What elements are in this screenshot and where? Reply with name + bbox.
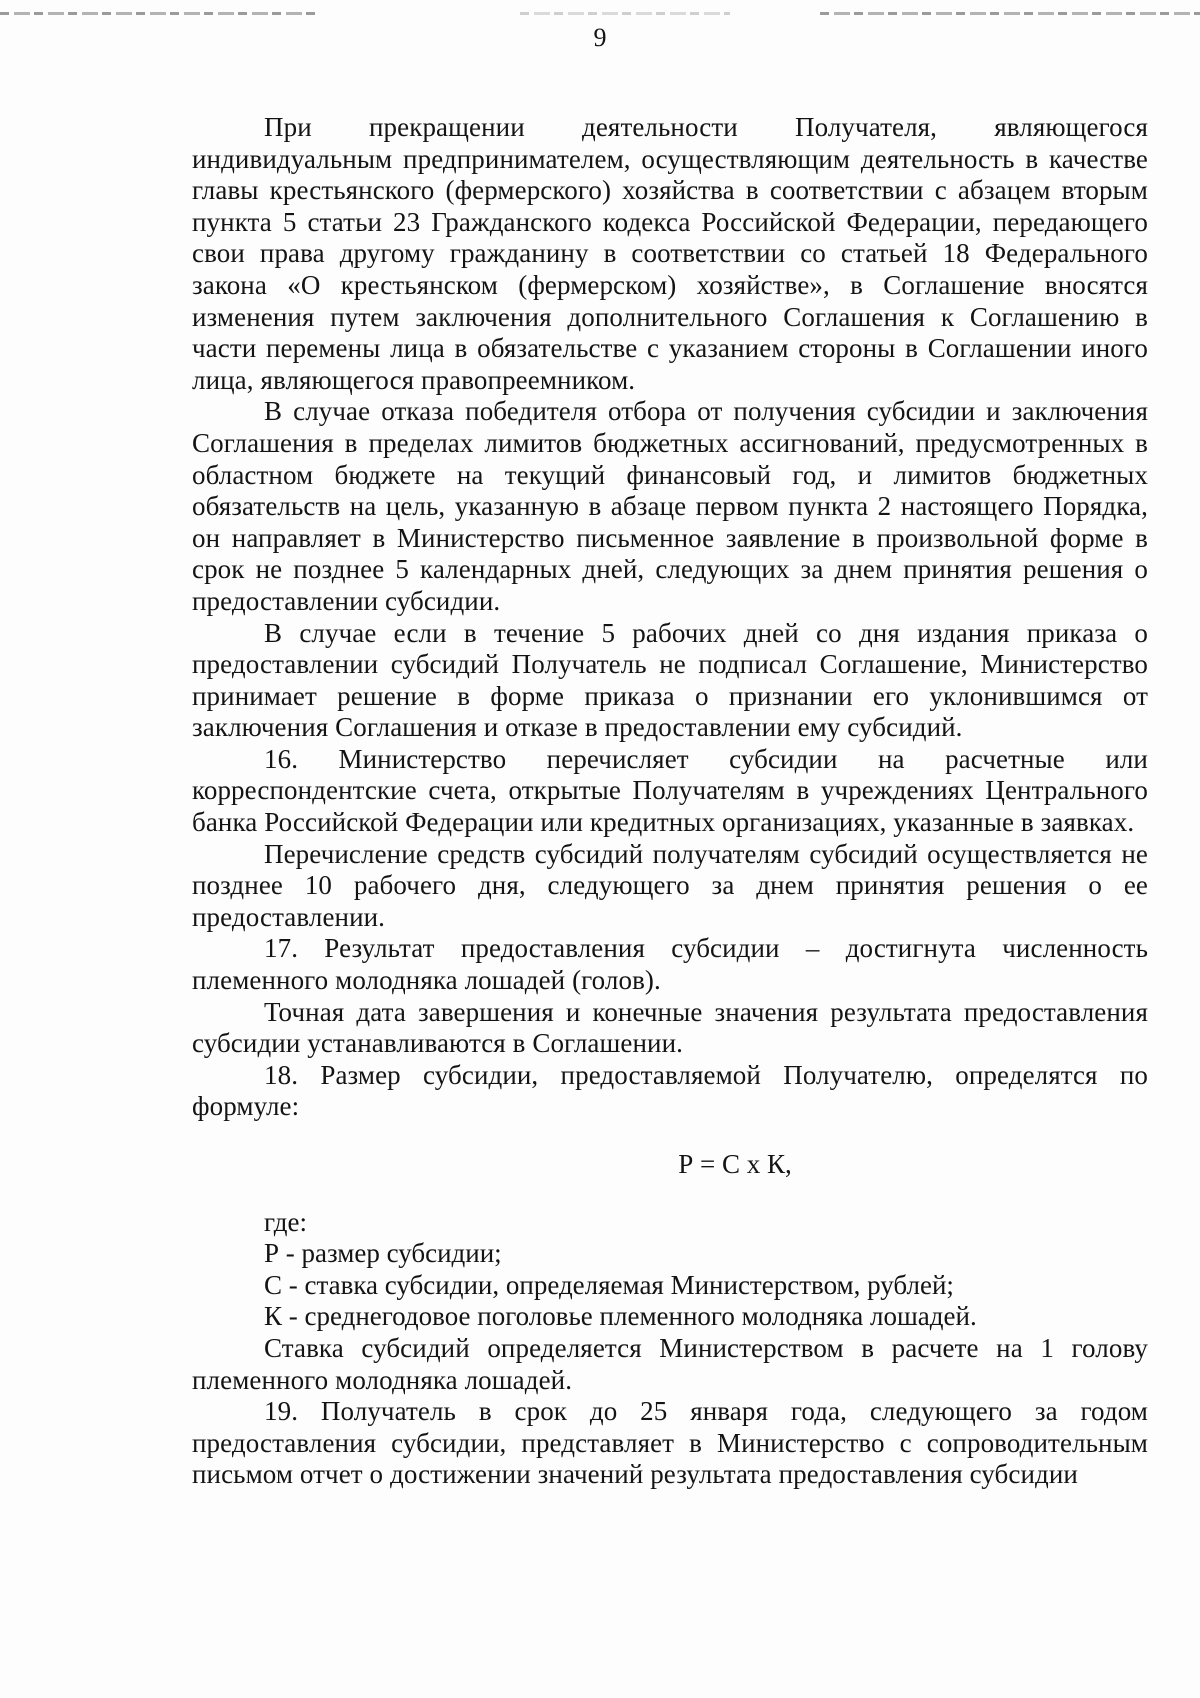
paragraph-rate: Ставка субсидий определяется Министерством в расчете на 1 голову племенного молодняка лошадей. — [192, 1332, 1148, 1395]
definition-where: где: — [264, 1206, 307, 1237]
paragraph-result-date: Точная дата завершения и конечные значения результата предоставления субсидии устанавливаются в Соглашении. — [192, 996, 1148, 1059]
formula-definitions — [192, 1207, 1148, 1333]
document-body — [192, 112, 1148, 1491]
paragraph-evasion: В случае если в течение 5 рабочих дней со дня издания приказа о предоставлении субсидий Получатель не подписал Соглашение, Министерство принимает решение в форме приказа о признании его уклонившимся от заключения Соглашения и отказе в предоставлении ему субсидий. — [192, 617, 1148, 743]
paragraph-refusal: В случае отказа победителя отбора от получения субсидии и заключения Соглашения в пределах лимитов бюджетных ассигнований, предусмотренных в областном бюджете на текущий финансовый год, и лимитов бюджетных обязательств на цель, указанную в абзаце первом пункта 2 настоящего Порядка, он направляет в Министерство письменное заявление в произвольной форме в срок не позднее 5 календарных дней, следующих за днем принятия решения о предоставлении субсидии. — [192, 396, 1148, 616]
definition-p: Р - размер субсидии; — [264, 1238, 502, 1269]
paragraph-transfer-deadline: Перечисление средств субсидий получателям субсидий осуществляется не позднее 10 рабочего дня, следующего за днем принятия решения о ее предоставлении. — [192, 838, 1148, 932]
paragraph-successor: При прекращении деятельности Получателя, являющегося индивидуальным предпринимателем, осуществляющим деятельность в качестве главы крестьянского (фермерского) хозяйства в соответствии с абзацем вторым пункта 5 статьи 23 Гражданского кодекса Российской Федерации, передающего свои права другому гражданину в соответствии со статьей 18 Федерального закона «О крестьянском (фермерском) хозяйстве», в Соглашение вносятся изменения путем заключения дополнительного Соглашения к Соглашению в части перемены лица в обязательстве с указанием стороны в Соглашении иного лица, являющегося правопреемником. — [192, 112, 1148, 395]
scan-edge-artifact — [0, 12, 320, 15]
page-number: 9 — [593, 23, 607, 52]
scan-edge-artifact — [520, 12, 730, 15]
subsidy-formula: Р = С х К, — [678, 1149, 792, 1179]
paragraph-item-19: 19. Получатель в срок до 25 января года, следующего за годом предоставления субсидии, представляет в Министерство с сопроводительным письмом отчет о достижении значений результата предоставления субсидии — [192, 1396, 1148, 1490]
paragraph-item-16: 16. Министерство перечисляет субсидии на расчетные или корреспондентские счета, открытые Получателям в учреждениях Центрального банка Российской Федерации или кредитных организациях, указанные в заявках. — [192, 743, 1148, 838]
paragraph-item-18: 18. Размер субсидии, предоставляемой Получателю, определятся по формуле: — [192, 1059, 1148, 1122]
paragraph-item-17: 17. Результат предоставления субсидии – достигнута численность племенного молодняка лошадей (голов). — [192, 933, 1148, 996]
scan-edge-artifact — [820, 12, 1200, 15]
definition-c: С - ставка субсидии, определяемая Министерством, рублей; — [264, 1269, 954, 1300]
definition-k: К - среднегодовое поголовье племенного молодняка лошадей. — [264, 1301, 977, 1332]
